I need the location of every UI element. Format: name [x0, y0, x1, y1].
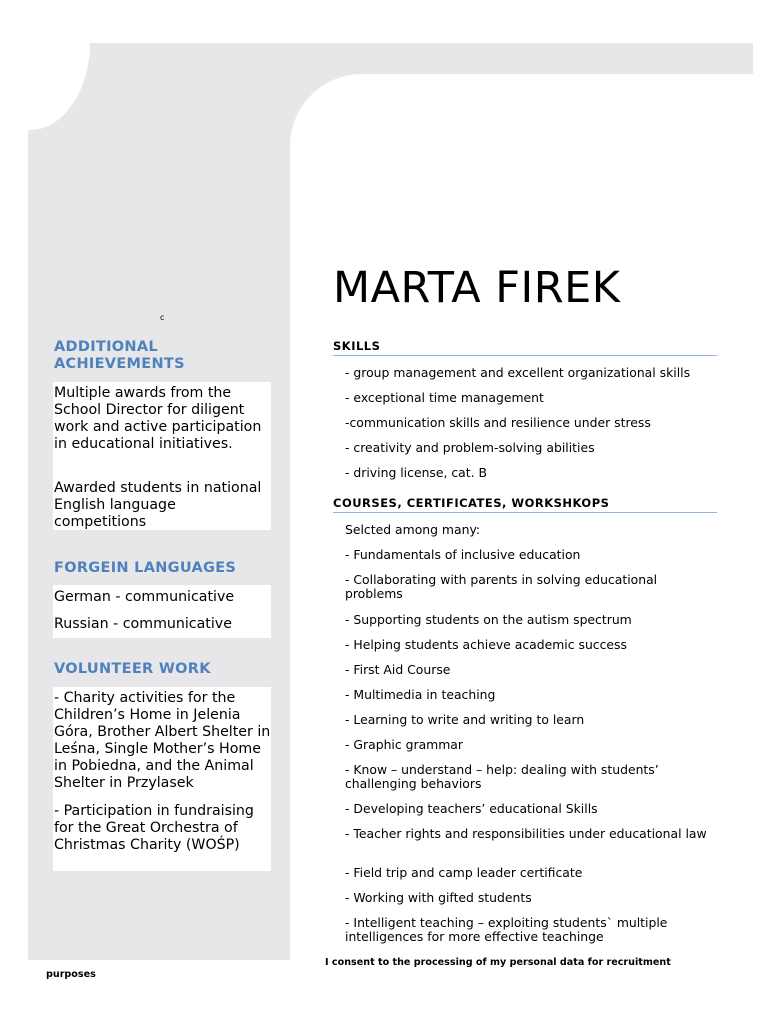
achievements-heading: ADDITIONAL ACHIEVEMENTS — [54, 339, 185, 372]
language-item: German - communicative — [54, 589, 235, 605]
consent-clause-end: purposes — [46, 969, 96, 980]
course-item: - Teacher rights and responsibilities under educational law — [345, 826, 707, 841]
stray-marker: c — [160, 313, 165, 322]
course-item: - Helping students achieve academic success — [345, 637, 627, 652]
volunteer-item: - Participation in fundraising for the Great Orchestra of Christmas Charity (WOŚP) — [54, 803, 254, 853]
consent-clause: I consent to the processing of my personal data for recruitment — [325, 957, 671, 968]
volunteer-heading: VOLUNTEER WORK — [54, 661, 211, 677]
course-item: - Supporting students on the autism spectrum — [345, 612, 632, 627]
course-item: - Know – understand – help: dealing with students’ challenging behaviors — [345, 762, 659, 791]
candidate-name: MARTA FIREK — [333, 263, 621, 313]
course-item: - First Aid Course — [345, 662, 451, 677]
languages-heading: FORGEIN LANGUAGES — [54, 560, 237, 576]
footer-background — [28, 960, 768, 1024]
course-item: - Learning to write and writing to learn — [345, 712, 585, 727]
skill-item: - exceptional time management — [345, 390, 544, 405]
course-item: - Graphic grammar — [345, 737, 463, 752]
skill-item: - group management and excellent organizational skills — [345, 365, 691, 380]
course-item: - Developing teachers’ educational Skills — [345, 801, 598, 816]
course-item: Selcted among many: — [345, 522, 481, 537]
skill-item: - creativity and problem-solving abilities — [345, 440, 595, 455]
course-item: - Collaborating with parents in solving educational problems — [345, 572, 658, 601]
skill-item: -communication skills and resilience under stress — [345, 415, 651, 430]
language-item: Russian - communicative — [54, 616, 232, 632]
course-item: - Fundamentals of inclusive education — [345, 547, 581, 562]
achievement-item: Multiple awards from the School Director for diligent work and active participation in educational initiatives. — [54, 385, 262, 452]
achievement-item: Awarded students in national English language competitions — [54, 480, 262, 530]
course-item: - Multimedia in teaching — [345, 687, 496, 702]
course-item: - Intelligent teaching – exploiting students` multiple intelligences for more effective teachinge — [345, 915, 668, 944]
skill-item: - driving license, cat. B — [345, 465, 488, 480]
volunteer-item: - Charity activities for the Children’s Home in Jelenia Góra, Brother Albert Shelter in Leśna, Single Mother’s Home in Pobiedna, and the Animal Shelter in Przylasek — [54, 690, 271, 791]
course-item: - Field trip and camp leader certificate — [345, 865, 583, 880]
courses-heading: COURSES, CERTIFICATES, WORKSHKOPS — [333, 496, 717, 513]
skills-heading: SKILLS — [333, 339, 717, 356]
course-item: - Working with gifted students — [345, 890, 532, 905]
